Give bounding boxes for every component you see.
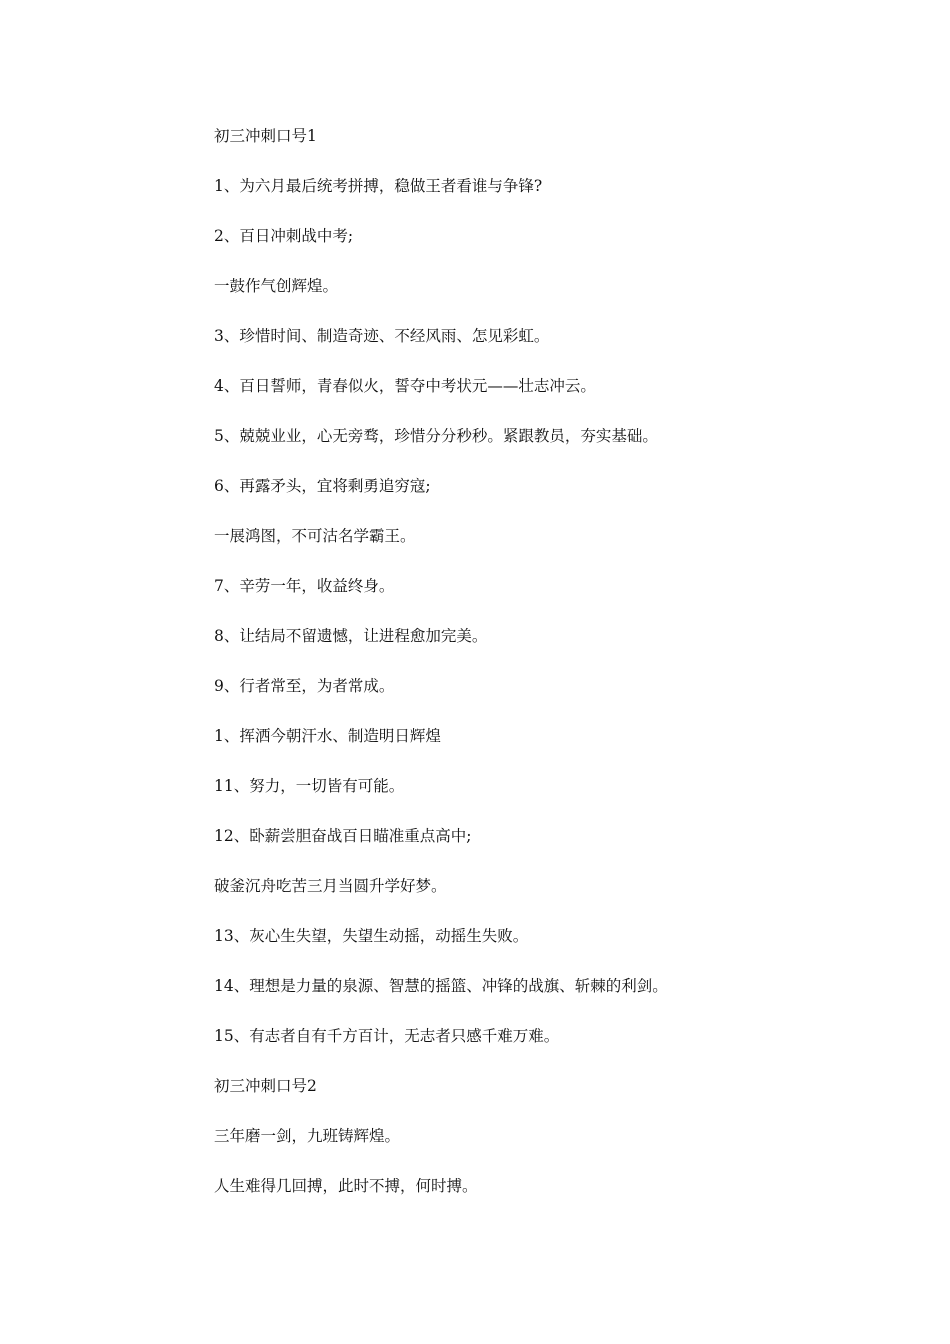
slogan-line: 三年磨一剑，九班铸辉煌。 (214, 1127, 401, 1145)
slogan-line: 一展鸿图，不可沽名学霸王。 (214, 527, 416, 545)
slogan-line: 1、为六月最后统考拼搏，稳做王者看谁与争锋? (214, 177, 543, 195)
slogan-line: 一鼓作气创辉煌。 (214, 277, 339, 295)
slogan-line: 3、珍惜时间、制造奇迹、不经风雨、怎见彩虹。 (214, 327, 550, 345)
slogan-line: 1、挥洒今朝汗水、制造明日辉煌 (214, 727, 441, 745)
document-body (214, 122, 774, 1222)
slogan-line: 9、行者常至，为者常成。 (214, 677, 395, 695)
slogan-line: 破釜沉舟吃苦三月当圆升学好梦。 (214, 877, 447, 895)
slogan-line: 14、理想是力量的泉源、智慧的摇篮、冲锋的战旗、斩棘的利剑。 (214, 977, 668, 995)
slogan-line: 4、百日誓师，青春似火，誓夺中考状元——壮志冲云。 (214, 377, 596, 395)
section-heading-1: 初三冲刺口号1 (214, 127, 317, 145)
slogan-line: 15、有志者自有千方百计，无志者只感千难万难。 (214, 1027, 560, 1045)
slogan-line: 11、努力，一切皆有可能。 (214, 777, 405, 795)
slogan-line: 6、再露矛头，宜将剩勇追穷寇; (214, 477, 431, 495)
section-heading-2: 初三冲刺口号2 (214, 1077, 317, 1095)
slogan-line: 13、灰心生失望，失望生动摇，动摇生失败。 (214, 927, 529, 945)
slogan-line: 12、卧薪尝胆奋战百日瞄准重点高中; (214, 827, 472, 845)
slogan-line: 人生难得几回搏，此时不搏，何时搏。 (214, 1177, 478, 1195)
slogan-line: 7、辛劳一年，收益终身。 (214, 577, 395, 595)
slogan-line: 8、让结局不留遗憾，让进程愈加完美。 (214, 627, 488, 645)
slogan-line: 2、百日冲刺战中考; (214, 227, 354, 245)
slogan-line: 5、兢兢业业，心无旁骛，珍惜分分秒秒。紧跟教员，夯实基础。 (214, 427, 658, 445)
